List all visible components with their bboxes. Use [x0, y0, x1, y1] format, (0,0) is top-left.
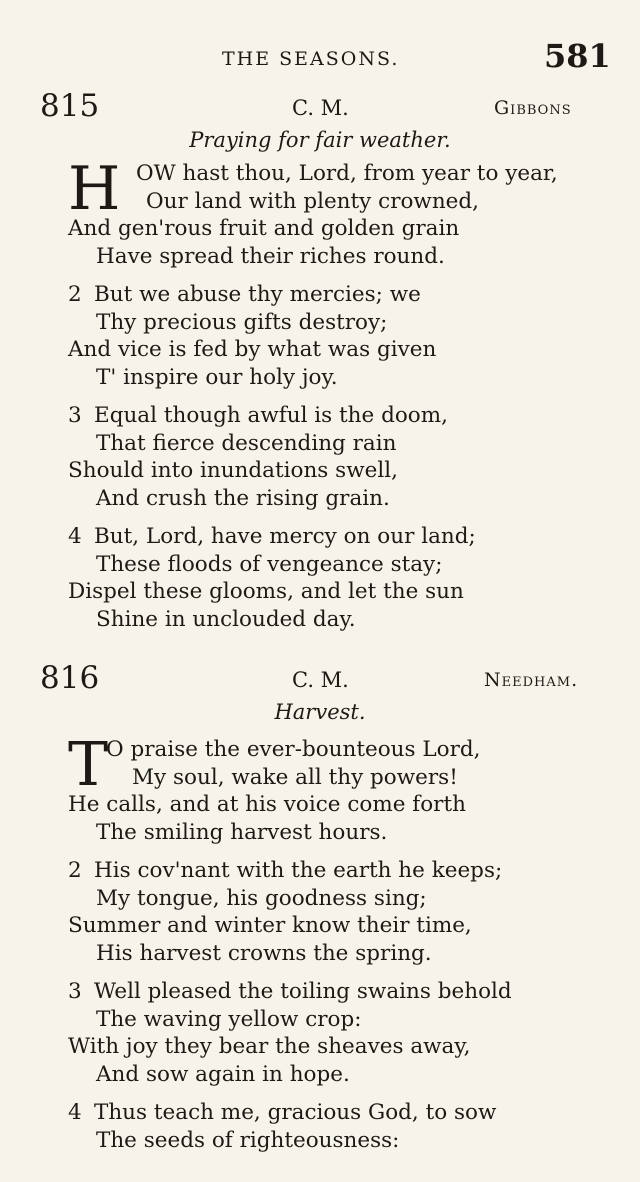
hymn-meter: C. M.: [292, 668, 349, 692]
running-head: [0, 37, 640, 78]
verse-line: [0, 1099, 640, 1127]
verse-line: The smiling harvest hours.: [96, 819, 388, 845]
verse-line: [0, 978, 640, 1006]
verse-line: And vice is fed by what was given: [68, 337, 437, 362]
verse-line: Thy precious gifts destroy;: [96, 309, 388, 335]
verse-line: And sow again in hope.: [96, 1061, 350, 1087]
stanza-4: [0, 523, 640, 633]
stanza-number: 4: [68, 524, 82, 549]
hymn-number: 815: [40, 88, 100, 124]
verse-line: With joy they bear the sheaves away,: [68, 1034, 471, 1059]
verse-text: His cov'nant with the earth he keeps;: [94, 858, 503, 883]
stanza-3: [0, 402, 640, 512]
stanza-number: 3: [68, 403, 82, 428]
stanza-2: [0, 281, 640, 391]
verse-line: Dispel these glooms, and let the sun: [68, 579, 464, 604]
verse-line: Shine in unclouded day.: [96, 606, 356, 632]
verse-line: My tongue, his goodness sing;: [96, 885, 427, 911]
verse-text: Equal though awful is the doom,: [94, 403, 448, 428]
hymn-number: 816: [40, 660, 100, 696]
verse-line: And crush the rising grain.: [96, 485, 390, 511]
verse-line: OW hast thou, Lord, from year to year,: [136, 161, 558, 186]
verse-line: [0, 857, 640, 885]
verse-line: He calls, and at his voice come forth: [68, 792, 466, 817]
verse-line: The seeds of righteousness:: [96, 1127, 400, 1153]
verse-line: My soul, wake all thy powers!: [132, 764, 458, 790]
hymn-816: [0, 660, 640, 1154]
stanza-1: [0, 730, 640, 846]
verse-line: Have spread their riches round.: [96, 243, 445, 269]
hymn-subtitle: Praying for fair weather.: [189, 128, 451, 152]
verse-line: T' inspire our holy joy.: [96, 364, 338, 390]
verse-line: [0, 523, 640, 551]
stanza-3: [0, 978, 640, 1088]
hymn-header: [0, 88, 640, 126]
hymn-subtitle: Harvest.: [274, 700, 366, 724]
stanza-4: [0, 1099, 640, 1154]
page-number: 581: [544, 37, 611, 75]
hymn-meter: C. M.: [292, 96, 349, 120]
verse-line: That fierce descending rain: [96, 430, 397, 456]
verse-line: O praise the ever-bounteous Lord,: [106, 737, 481, 762]
verse-line: [0, 281, 640, 309]
verse-text: But we abuse thy mercies; we: [94, 282, 421, 307]
drop-cap: T: [68, 730, 109, 800]
hymn-815: [0, 88, 640, 633]
verse-text: Thus teach me, gracious God, to sow: [94, 1100, 497, 1125]
hymn-tune: Gibbons: [494, 97, 572, 119]
verse-line: Summer and winter know their time,: [68, 913, 472, 938]
stanza-number: 2: [68, 858, 82, 883]
verse-line: And gen'rous fruit and golden grain: [68, 216, 460, 241]
stanza-1: [0, 154, 640, 270]
hymn-tune: Needham.: [484, 669, 579, 691]
verse-line: Should into inundations swell,: [68, 458, 398, 483]
verse-line: [0, 402, 640, 430]
verse-line: The waving yellow crop:: [96, 1006, 362, 1032]
stanza-2: [0, 857, 640, 967]
hymn-header: [0, 660, 640, 698]
verse-line: Our land with plenty crowned,: [146, 188, 479, 214]
running-title: THE SEASONS.: [222, 48, 400, 70]
stanza-number: 4: [68, 1100, 82, 1125]
drop-cap: H: [68, 154, 121, 224]
verse-line: These floods of vengeance stay;: [96, 551, 443, 577]
stanza-number: 2: [68, 282, 82, 307]
stanza-number: 3: [68, 979, 82, 1004]
verse-line: His harvest crowns the spring.: [96, 940, 432, 966]
verse-text: But, Lord, have mercy on our land;: [94, 524, 476, 549]
verse-text: Well pleased the toiling swains behold: [94, 979, 512, 1004]
